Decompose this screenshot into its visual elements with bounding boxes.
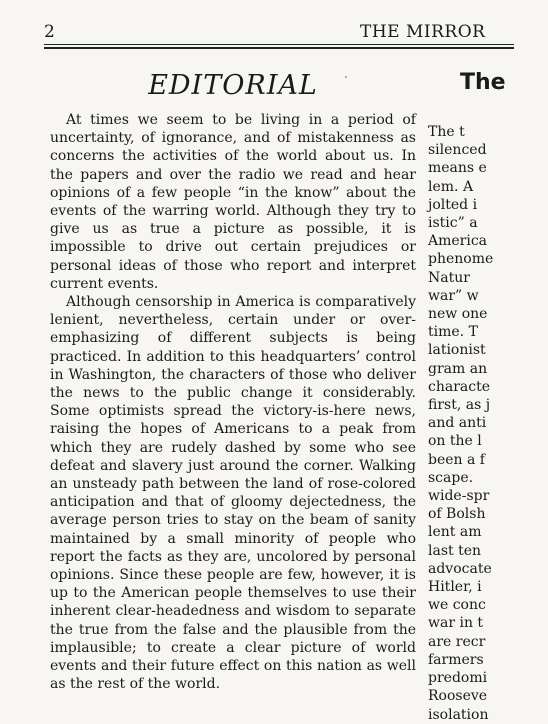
adjacent-article-line: Rooseve xyxy=(428,688,488,705)
adjacent-article-line: time. T xyxy=(428,324,478,341)
adjacent-article-line: war in t xyxy=(428,615,484,632)
header-rule-thin xyxy=(44,44,514,45)
adjacent-article-line: phenome xyxy=(428,251,494,268)
adjacent-article-line: Natur xyxy=(428,269,470,286)
adjacent-article-line: and anti xyxy=(428,415,487,432)
page-number: 2 xyxy=(44,22,55,42)
adjacent-article-line: last ten xyxy=(428,542,482,559)
adjacent-article-line: lem. A xyxy=(428,178,474,195)
adjacent-article-line: Hitler, i xyxy=(428,579,482,596)
adjacent-article-line: are recr xyxy=(428,633,486,650)
adjacent-article-line: means e xyxy=(428,160,487,177)
adjacent-article-line: farmers xyxy=(428,651,484,668)
adjacent-article-column xyxy=(428,60,548,724)
adjacent-article-line: of Bolsh xyxy=(428,506,486,523)
adjacent-article-line: jolted i xyxy=(428,196,478,213)
adjacent-article-line: on the l xyxy=(428,433,482,450)
adjacent-article-line: scape. xyxy=(428,469,474,486)
adjacent-article-line: predomi xyxy=(428,670,488,687)
adjacent-article-line: advocate xyxy=(428,560,492,577)
editorial-paragraph: Although censorship in America is comparatively lenient, nevertheless, certain under or over-emphasizing of different subjects is being practiced. In addition to this headquarters’ control in Washington, the characters of those who deliver the news to the public change it considerably. Some optimists spread the victory-is-here news, raising the hopes of Americans to a peak from which they are rudely dashed by some who see defeat and slavery just around the corner. Walking an unsteady path between the land of rose-colored anticipation and that of gloomy dejectedness, the average person tries to stay on the beam of sanity maintained by a small minority of people who report the facts as they are, uncolored by personal opinions. Since these people are few, however, it is up to the American people themselves to use their inherent clear-headedness and wisdom to separate the true from the false and the plausible from the implausible; to create a clear picture of world events and their future effect on this nation as well as the rest of the world. xyxy=(50,294,416,693)
adjacent-article-line: The t xyxy=(428,124,465,140)
adjacent-article-line: been a f xyxy=(428,451,485,468)
adjacent-article-title: The xyxy=(460,70,506,95)
adjacent-article-line: wide-spr xyxy=(428,488,490,505)
header-rule-thick xyxy=(44,47,514,49)
adjacent-article-line: new one xyxy=(428,306,488,323)
adjacent-article-line: America xyxy=(428,233,488,250)
publication-name: THE MIRROR xyxy=(360,22,486,42)
editorial-title: EDITORIAL xyxy=(148,70,318,101)
adjacent-article-line: silenced xyxy=(428,142,487,159)
adjacent-article-text xyxy=(428,123,548,724)
adjacent-article-line: we conc xyxy=(428,597,486,614)
adjacent-article-line: gram an xyxy=(428,360,488,377)
adjacent-article-line: first, as j xyxy=(428,397,491,414)
editorial-paragraph: At times we seem to be living in a period of uncertainty, of ignorance, and of mistakenness as concerns the activities of the world about us. In the papers and over the radio we read and hear opinions of a few people “in the know” about the events of the warring world. Although they try to give us as true a picture as possible, it is impossible to drive out certain prejudices or personal ideas of those who report and interpret current events. xyxy=(50,112,416,292)
adjacent-article-line: characte xyxy=(428,378,490,395)
editorial-column xyxy=(50,60,416,694)
adjacent-article-line: war” w xyxy=(428,287,479,304)
adjacent-article-line: lent am xyxy=(428,524,482,541)
adjacent-article-line: isolation xyxy=(428,706,489,723)
adjacent-article-line: lationist xyxy=(428,342,486,359)
adjacent-article-line: istic” a xyxy=(428,215,478,232)
